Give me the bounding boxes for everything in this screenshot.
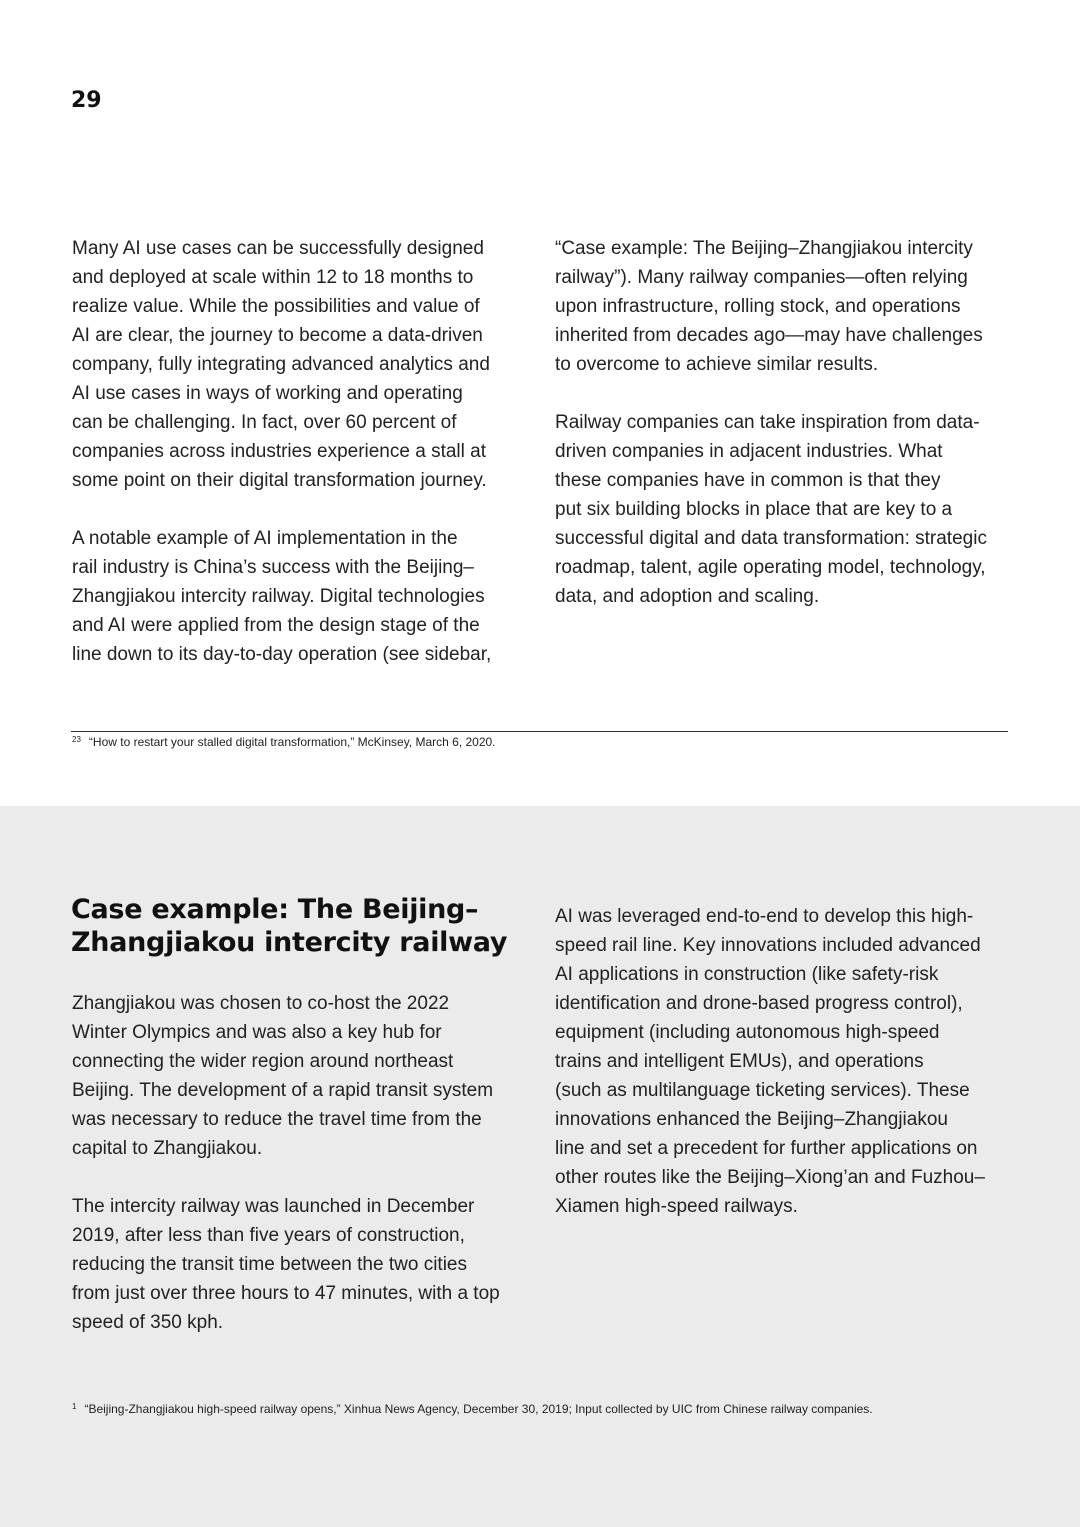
paragraph: [555, 408, 1015, 611]
footnote-divider: [71, 731, 1008, 732]
text-line: innovations enhanced the Beijing–Zhangjiakou: [555, 1109, 948, 1130]
title-line: Zhangjiakou intercity railway: [71, 927, 508, 958]
case-example-title: [71, 893, 507, 959]
text-line: identification and drone-based progress control),: [555, 993, 963, 1014]
text-line: reducing the transit time between the two cities: [72, 1254, 467, 1275]
footnote-mark: 1: [72, 1402, 77, 1411]
paragraph-gap: [555, 379, 1015, 408]
text-line: Beijing. The development of a rapid transit system: [72, 1080, 494, 1101]
text-line: from just over three hours to 47 minutes, with a top: [72, 1283, 500, 1304]
text-line: AI use cases in ways of working and operating: [72, 383, 463, 404]
case-right-column: [555, 902, 1015, 1221]
text-line: (such as multilanguage ticketing services). These: [555, 1080, 970, 1101]
text-line: A notable example of AI implementation in the: [72, 528, 458, 549]
text-line: speed rail line. Key innovations included advanced: [555, 935, 981, 956]
footnote-1: [72, 1402, 873, 1416]
text-line: line down to its day-to-day operation (see sidebar,: [72, 644, 492, 665]
text-line: realize value. While the possibilities and value of: [72, 296, 480, 317]
text-line: these companies have in common is that they: [555, 470, 941, 491]
text-line: Zhangjiakou intercity railway. Digital technologies: [72, 586, 485, 607]
text-line: upon infrastructure, rolling stock, and operations: [555, 296, 961, 317]
text-line: successful digital and data transformation: strategic: [555, 528, 987, 549]
text-line: inherited from decades ago—may have challenges: [555, 325, 983, 346]
text-line: company, fully integrating advanced analytics and: [72, 354, 490, 375]
paragraph: [72, 524, 532, 669]
text-line: railway”). Many railway companies—often relying: [555, 267, 968, 288]
title-line: Case example: The Beijing–: [71, 894, 479, 925]
paragraph: [72, 1192, 532, 1337]
text-line: AI was leveraged end-to-end to develop this high-: [555, 906, 974, 927]
text-line: some point on their digital transformation journey.: [72, 470, 487, 491]
text-line: 2019, after less than five years of construction,: [72, 1225, 465, 1246]
paragraph-gap: [72, 495, 532, 524]
text-line: roadmap, talent, agile operating model, technology,: [555, 557, 986, 578]
text-line: AI applications in construction (like safety-risk: [555, 964, 939, 985]
page-number: 29: [71, 88, 102, 113]
text-line: line and set a precedent for further applications on: [555, 1138, 978, 1159]
paragraph: [72, 989, 532, 1163]
text-line: Xiamen high-speed railways.: [555, 1196, 798, 1217]
text-line: AI are clear, the journey to become a data-driven: [72, 325, 483, 346]
footnote-23: [72, 735, 496, 749]
footnote-text: “Beijing-Zhangjiakou high-speed railway opens,” Xinhua News Agency, December 30, 2019; Input collected by UIC from Chinese railway companies.: [84, 1402, 873, 1416]
text-line: speed of 350 kph.: [72, 1312, 224, 1333]
text-line: can be challenging. In fact, over 60 percent of: [72, 412, 457, 433]
text-line: other routes like the Beijing–Xiong’an and Fuzhou–: [555, 1167, 985, 1188]
text-line: was necessary to reduce the travel time from the: [72, 1109, 482, 1130]
paragraph: [555, 234, 1015, 379]
text-line: Winter Olympics and was also a key hub for: [72, 1022, 442, 1043]
text-line: The intercity railway was launched in December: [72, 1196, 475, 1217]
text-line: and AI were applied from the design stage of the: [72, 615, 480, 636]
text-line: Zhangjiakou was chosen to co-host the 2022: [72, 993, 450, 1014]
text-line: connecting the wider region around northeast: [72, 1051, 454, 1072]
footnote-mark: 23: [72, 735, 81, 744]
paragraph-gap: [72, 1163, 532, 1192]
case-left-column: [72, 989, 532, 1337]
footnote-text: “How to restart your stalled digital transformation,” McKinsey, March 6, 2020.: [88, 735, 496, 749]
intro-left-column: [72, 234, 532, 669]
intro-right-column: [555, 234, 1015, 611]
paragraph: [555, 902, 1015, 1221]
text-line: data, and adoption and scaling.: [555, 586, 820, 607]
text-line: capital to Zhangjiakou.: [72, 1138, 263, 1159]
text-line: trains and intelligent EMUs), and operations: [555, 1051, 924, 1072]
text-line: “Case example: The Beijing–Zhangjiakou intercity: [555, 238, 973, 259]
paragraph: [72, 234, 532, 495]
text-line: Many AI use cases can be successfully designed: [72, 238, 484, 259]
text-line: to overcome to achieve similar results.: [555, 354, 879, 375]
text-line: rail industry is China’s success with the Beijing–: [72, 557, 474, 578]
text-line: companies across industries experience a stall at: [72, 441, 486, 462]
text-line: Railway companies can take inspiration from data-: [555, 412, 980, 433]
text-line: and deployed at scale within 12 to 18 months to: [72, 267, 474, 288]
text-line: equipment (including autonomous high-speed: [555, 1022, 940, 1043]
text-line: driven companies in adjacent industries. What: [555, 441, 943, 462]
text-line: put six building blocks in place that are key to a: [555, 499, 953, 520]
